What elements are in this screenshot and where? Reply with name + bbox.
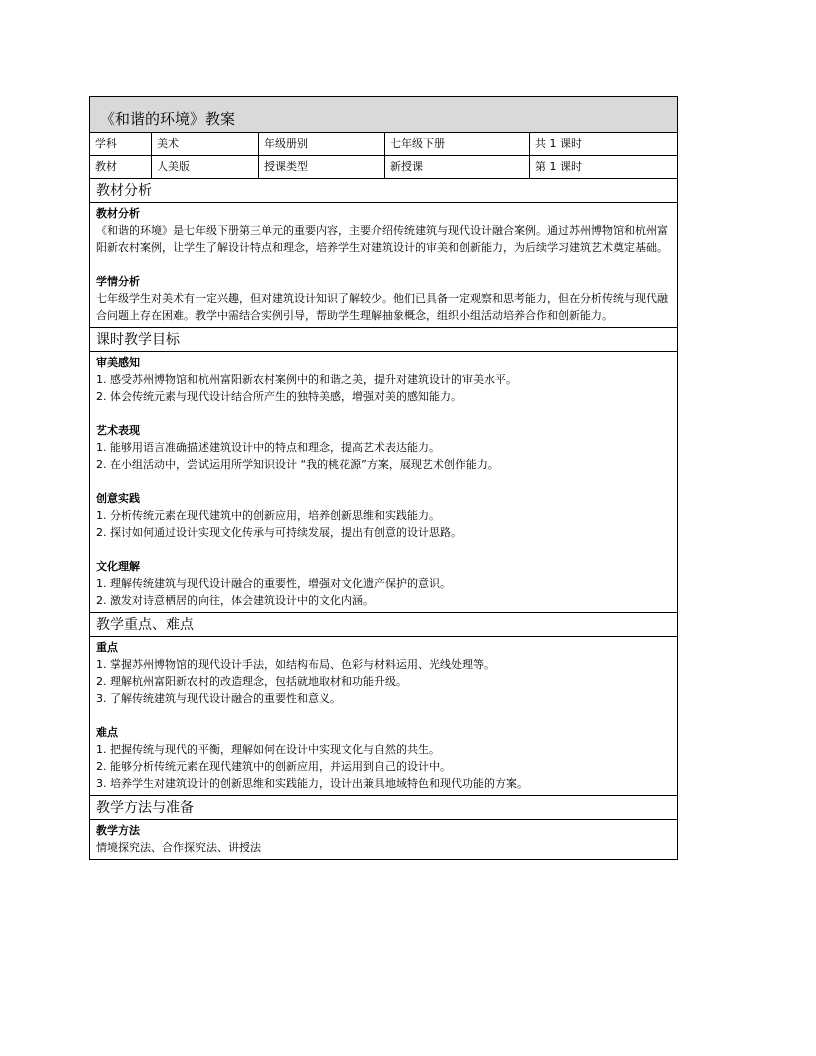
meta-textbook-value: 人美版 bbox=[152, 156, 259, 178]
document-title: 《和谐的环境》教案 bbox=[90, 97, 677, 133]
student-analysis-title: 学情分析 bbox=[96, 275, 140, 288]
analysis-body bbox=[90, 203, 677, 328]
keypoints-body bbox=[90, 637, 677, 796]
goal-item: 1. 能够用语言准确描述建筑设计中的特点和理念，提高艺术表达能力。 bbox=[96, 441, 440, 454]
meta-grade-label: 年级册别 bbox=[259, 133, 385, 155]
keypoint-item: 1. 掌握苏州博物馆的现代设计手法，如结构布局、色彩与材料运用、光线处理等。 bbox=[96, 658, 495, 671]
difficulty-group-title: 难点 bbox=[96, 726, 118, 739]
goal-item: 2. 探讨如何通过设计实现文化传承与可持续发展，提出有创意的设计思路。 bbox=[96, 526, 462, 539]
meta-grade-value: 七年级下册 bbox=[385, 133, 530, 155]
meta-subject-label: 学科 bbox=[90, 133, 152, 155]
keypoint-item: 2. 理解杭州富阳新农村的改造理念，包括就地取材和功能升级。 bbox=[96, 675, 407, 688]
goals-heading: 课时教学目标 bbox=[90, 328, 677, 352]
goal-item: 1. 分析传统元素在现代建筑中的创新应用，培养创新思维和实践能力。 bbox=[96, 509, 440, 522]
student-analysis-text: 七年级学生对美术有一定兴趣，但对建筑设计知识了解较少。他们已具备一定观察和思考能力，但在分析传统与现代融合问题上存在困难。教学中需结合实例引导，帮助学生理解抽象概念，组织小组活动培养合作和创新能力。 bbox=[96, 292, 668, 322]
keypoints-heading: 教学重点、难点 bbox=[90, 613, 677, 637]
difficulty-item: 3. 培养学生对建筑设计的创新思维和实践能力，设计出兼具地域特色和现代功能的方案。 bbox=[96, 777, 528, 790]
meta-row-2 bbox=[90, 156, 677, 179]
meta-row-1 bbox=[90, 133, 677, 156]
analysis-heading: 教材分析 bbox=[90, 179, 677, 203]
meta-current-period: 第 1 课时 bbox=[535, 160, 582, 173]
goal-item: 2. 激发对诗意栖居的向往，体会建筑设计中的文化内涵。 bbox=[96, 594, 374, 607]
difficulty-item: 2. 能够分析传统元素在现代建筑中的创新应用，并运用到自己的设计中。 bbox=[96, 760, 451, 773]
meta-textbook-label: 教材 bbox=[90, 156, 152, 178]
keypoint-item: 3. 了解传统建筑与现代设计融合的重要性和意义。 bbox=[96, 692, 341, 705]
meta-total-periods: 共 1 课时 bbox=[535, 137, 582, 150]
goal-group-title: 艺术表现 bbox=[96, 424, 140, 437]
goal-group-title: 审美感知 bbox=[96, 356, 140, 369]
material-analysis-text: 《和谐的环境》是七年级下册第三单元的重要内容，主要介绍传统建筑与现代设计融合案例。通过苏州博物馆和杭州富阳新农村案例，让学生了解设计特点和理念，培养学生对建筑设计的审美和创新能力，为后续学习建筑艺术奠定基础。 bbox=[96, 224, 668, 254]
material-analysis-title: 教材分析 bbox=[96, 207, 140, 220]
difficulty-item: 1. 把握传统与现代的平衡，理解如何在设计中实现文化与自然的共生。 bbox=[96, 743, 440, 756]
meta-subject-value: 美术 bbox=[152, 133, 259, 155]
goal-item: 1. 理解传统建筑与现代设计融合的重要性，增强对文化遗产保护的意识。 bbox=[96, 577, 451, 590]
goals-body bbox=[90, 352, 677, 613]
methods-body bbox=[90, 820, 677, 859]
method-title: 教学方法 bbox=[96, 824, 140, 837]
method-text: 情境探究法、合作探究法、讲授法 bbox=[96, 841, 261, 854]
goal-item: 2. 在小组活动中，尝试运用所学知识设计 “我的桃花源”方案，展现艺术创作能力。 bbox=[96, 458, 499, 471]
goal-item: 1. 感受苏州博物馆和杭州富阳新农村案例中的和谐之美，提升对建筑设计的审美水平。 bbox=[96, 373, 517, 386]
goal-group-title: 创意实践 bbox=[96, 492, 140, 505]
meta-type-label: 授课类型 bbox=[259, 156, 385, 178]
lesson-plan-table bbox=[89, 96, 678, 860]
methods-heading: 教学方法与准备 bbox=[90, 796, 677, 820]
keypoint-group-title: 重点 bbox=[96, 641, 118, 654]
meta-type-value: 新授课 bbox=[385, 156, 530, 178]
goal-group-title: 文化理解 bbox=[96, 560, 140, 573]
goal-item: 2. 体会传统元素与现代设计结合所产生的独特美感，增强对美的感知能力。 bbox=[96, 390, 462, 403]
